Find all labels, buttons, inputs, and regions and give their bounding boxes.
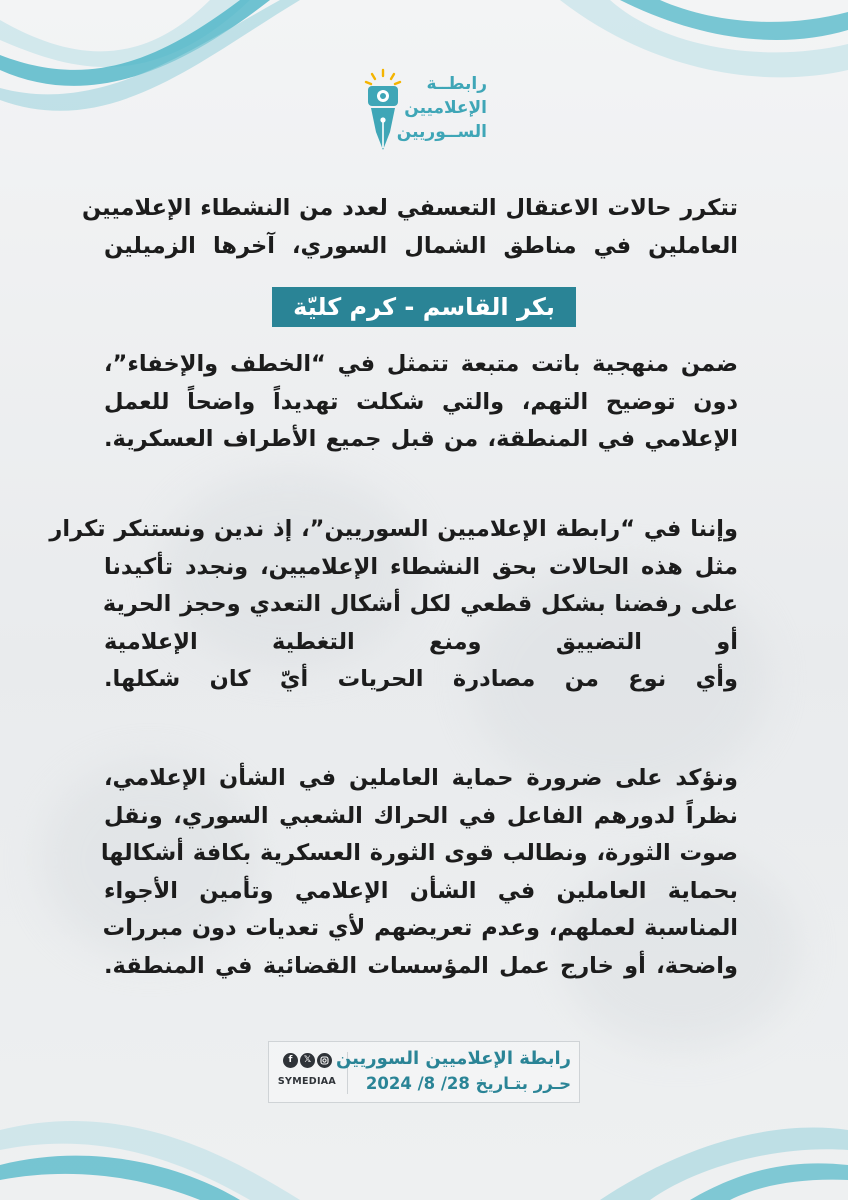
text-line: وإننا في “رابطة الإعلاميين السوريين”، إذ ندين ونستنكر تكرار <box>49 516 738 542</box>
text-line: دون توضيح التهم، والتي شكلت تهديداً واضحاً للعمل <box>104 388 738 415</box>
logo-line: الإعلاميين <box>404 98 487 118</box>
facebook-icon[interactable]: f <box>283 1053 298 1068</box>
x-icon[interactable]: 𝕏 <box>300 1053 315 1068</box>
footer-date: حـرر بتـاريخ 28/ 8/ 2024 <box>365 1074 571 1093</box>
text-line: بحماية العاملين في الشأن الإعلامي وتأمين الأجواء <box>104 877 738 904</box>
text-line: مثل هذه الحالات بحق النشطاء الإعلاميين، ونجدد تأكيدنا <box>104 553 738 580</box>
text-line: ونؤكد على ضرورة حماية العاملين في الشأن الإعلامي، <box>104 765 738 791</box>
text-line: وأي نوع من مصادرة الحريات أيّ كان شكلها. <box>104 666 738 692</box>
footer-organization: رابطة الإعلاميين السوريين <box>335 1048 571 1069</box>
text-line: واضحة، أو خارج عمل المؤسسات القضائية في المنطقة. <box>104 952 738 979</box>
text-line: تتكرر حالات الاعتقال التعسفي لعدد من النشطاء الإعلاميين <box>81 195 738 221</box>
paragraph-3 <box>100 760 738 985</box>
instagram-icon[interactable] <box>317 1053 332 1068</box>
text-line: على رفضنا بشكل قطعي لكل أشكال التعدي وحجز الحرية <box>102 591 738 617</box>
text-line: الإعلامي في المنطقة، من قبل جميع الأطراف العسكرية. <box>104 426 738 452</box>
text-line: العاملين في مناطق الشمال السوري، آخرها الزميلين <box>104 232 738 259</box>
text-line: صوت الثورة، ونطالب قوى الثورة العسكرية بكافة أشكالها <box>100 840 738 866</box>
detainee-names-banner: بكر القاسم - كرم كليّة <box>272 287 576 327</box>
signature-footer <box>268 1041 580 1103</box>
text-line: المناسبة لعملهم، وعدم تعريضهم لأي تعديات دون مبررات <box>102 915 738 941</box>
logo-wordmark <box>396 72 487 144</box>
logo-line: الســوريين <box>396 122 487 142</box>
social-handle: SYMEDIAA <box>277 1076 337 1087</box>
text-line: أو التضييق ومنع التغطية الإعلامية <box>104 628 738 655</box>
intro-paragraph <box>81 190 738 265</box>
social-links <box>275 1050 339 1096</box>
logo-line: رابطــة <box>426 74 487 94</box>
paragraph-1 <box>104 346 738 459</box>
text-line: نظراً لدورهم الفاعل في الحراك الشعبي السوري، ونقل <box>104 802 738 829</box>
organization-logo <box>363 68 487 156</box>
paragraph-2 <box>49 511 738 699</box>
text-line: ضمن منهجية باتت متبعة تتمثل في “الخطف والإخفاء”، <box>104 351 738 377</box>
